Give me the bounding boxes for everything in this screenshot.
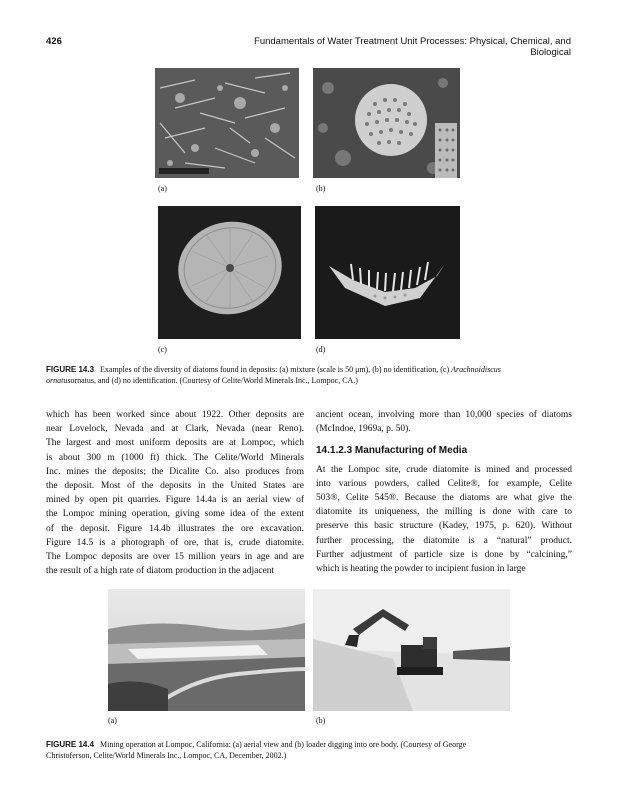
text-line: Inc. mines the deposits; the Dicalite Co. also produces from (46, 466, 304, 477)
text-line: diatomite its uniqueness, the milling is done with care to (316, 507, 572, 518)
text-line: The Lompoc deposits are over 15 million years in age and are (46, 552, 304, 563)
text-line: into various powders, called Celite®, for example, Celite (316, 478, 572, 489)
caption-text-1: Examples of the diversity of diatoms found in deposits: (a) mixture (scale is 50 μm), (b) no identification, (c) (100, 365, 452, 374)
caption-14-4-line-1: Mining operation at Lompoc, California: (a) aerial view and (b) loader digging into ore body. (Courtesy of George (100, 740, 467, 749)
text-line: which is heating the powder to incipient fusion in large (316, 564, 526, 575)
figure-14-3-caption (46, 364, 572, 386)
text-line: the result of a high rate of diatom production in the adjacent (46, 566, 275, 577)
text-line: Further adjustment of particle size is done by “calcining,” (316, 549, 572, 560)
diatom-photo-d (315, 206, 460, 339)
text-line: preserve this basic structure (Kadey, 1975, p. 620). Without (316, 521, 572, 532)
running-title: Fundamentals of Water Treatment Unit Processes: Physical, Chemical, and Biological (254, 36, 571, 58)
body-column-left (46, 408, 304, 578)
text-line: further processing, the diatomite is a “natural” product. (316, 535, 572, 546)
page-number: 426 (46, 36, 62, 47)
panel-label-c: (c) (158, 345, 167, 354)
text-line: ancient ocean, involving more than 10,000 species of diatoms (316, 410, 572, 420)
diatom-photo-c (158, 206, 301, 339)
text-line: the Lompoc mining operation, giving some idea of the extent (46, 509, 304, 520)
panel-label-b: (b) (316, 184, 326, 193)
panel-label-d: (d) (316, 345, 326, 354)
panel-label-a: (a) (158, 184, 167, 193)
diatom-photo-a (155, 68, 299, 178)
caption-14-4-line-2: Christoferson, Celite/World Minerals Inc., Lompoc, CA, December, 2002.) (46, 751, 287, 760)
text-line: the deposit. Most of the deposits in the United States are (46, 481, 304, 492)
figure-14-3-label: FIGURE 14.3 (46, 365, 95, 374)
text-line: (McIndoe, 1969a, p. 50). (316, 424, 411, 435)
text-line: near Lovelock, Nevada and at Clark, Nevada (near Reno). (46, 424, 304, 435)
diatom-photo-b (313, 68, 460, 178)
aerial-mine-photo-a (108, 589, 305, 711)
body-column-right (316, 408, 572, 576)
caption-italic-species: ornatus (46, 376, 71, 385)
text-line: At the Lompoc site, crude diatomite is mined and processed (316, 464, 572, 475)
panel-label-4a: (a) (108, 716, 117, 725)
panel-label-4b: (b) (316, 716, 326, 725)
text-line: The largest and most uniform deposits are at Lompoc, which (46, 438, 304, 449)
caption-text-2: ornatus, and (d) no identification. (Courtesy of Celite/World Minerals Inc., Lompoc, CA.) (70, 376, 358, 385)
text-line: mined by open pit quarries. Figure 14.4a is an aerial view of (46, 495, 304, 506)
text-line: is about 300 m (1000 ft) thick. The Celite/World Minerals (46, 452, 304, 463)
figure-14-4-caption (46, 739, 572, 761)
loader-photo-b (313, 589, 510, 711)
section-heading: 14.1.2.3 Manufacturing of Media (316, 445, 468, 457)
text-line: 503®, Celite 545®. Because the diatoms are what give the (316, 493, 572, 504)
text-line: of the deposit. Figure 14.4b illustrates the ore excavation. (46, 523, 304, 534)
figure-14-4-label: FIGURE 14.4 (46, 740, 95, 749)
text-line: Figure 14.5 is a photograph of ore, that is, crude diatomite. (46, 537, 304, 548)
caption-italic-genus: Arachnoidiscus (451, 365, 501, 374)
text-line: which has been worked since about 1922. Other deposits are (46, 410, 304, 420)
